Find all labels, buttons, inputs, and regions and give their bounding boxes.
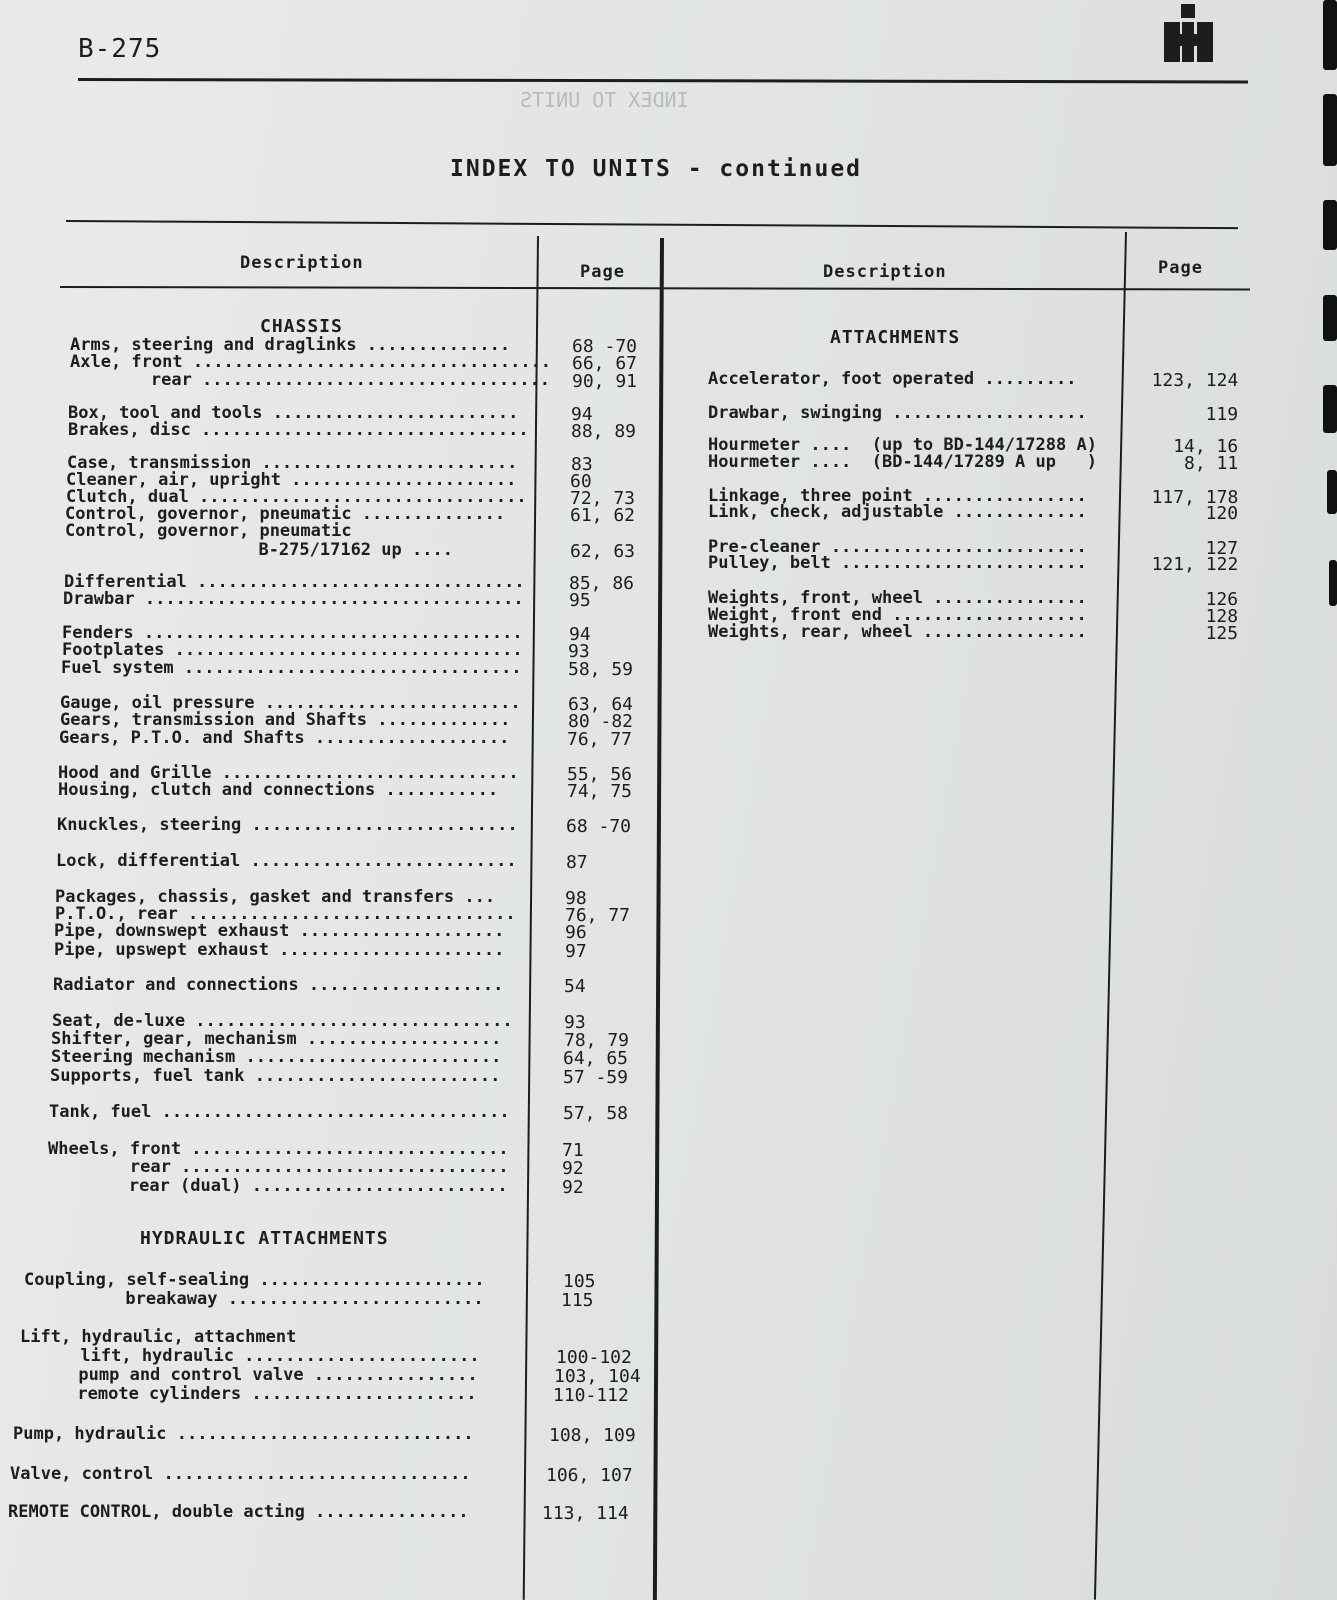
index-entry: P.T.O., rear ................................ (55, 904, 516, 924)
index-entry: Fenders ..................................... (62, 623, 523, 643)
index-page-number: 87 (566, 852, 588, 873)
index-page-number: 106, 107 (546, 1465, 633, 1486)
index-entry: Steering mechanism ......................... (51, 1047, 502, 1067)
right-page-header: Page (1158, 258, 1203, 278)
index-page-number: 58, 59 (568, 659, 634, 680)
index-entry: Housing, clutch and connections ........... (58, 780, 499, 800)
index-page-number: 105 (563, 1271, 596, 1292)
index-entry: Cleaner, air, upright ...................... (66, 470, 517, 490)
section-heading-chassis: CHASSIS (260, 316, 343, 337)
index-page-number: 62, 63 (570, 541, 636, 562)
index-entry: B-275/17162 up .... (64, 540, 453, 560)
index-page-number: 93 (568, 641, 590, 662)
index-page-number: 76, 77 (567, 729, 633, 750)
index-entry: Drawbar, swinging ................... (708, 403, 1087, 423)
index-page-number: 97 (565, 941, 587, 962)
index-entry: Coupling, self-sealing ...................... (24, 1270, 485, 1290)
index-page-number: 83 (571, 454, 593, 475)
binder-hole (1323, 94, 1337, 166)
binder-hole (1323, 295, 1337, 341)
index-page-number: 64, 65 (563, 1048, 629, 1069)
index-entry: Control, governor, pneumatic .............. (65, 504, 506, 524)
index-entry: lift, hydraulic ....................... (19, 1346, 480, 1366)
index-page-number: 110-112 (553, 1385, 629, 1406)
index-entry: rear .................................. (69, 370, 551, 390)
index-entry: Pipe, upswept exhaust ...................... (54, 940, 505, 960)
index-page-number: 60 (570, 471, 592, 492)
index-entry: Shifter, gear, mechanism ................... (51, 1029, 502, 1049)
index-page-number: 126 (1205, 589, 1239, 610)
binder-hole (1323, 200, 1337, 250)
index-entry: Hood and Grille ............................. (58, 763, 519, 783)
table-top-rule (66, 220, 1238, 229)
index-entry: Pipe, downswept exhaust .................... (54, 921, 505, 941)
index-page-number: 78, 79 (564, 1030, 630, 1051)
index-page-number: 90, 91 (572, 371, 638, 392)
index-page-number: 74, 75 (567, 781, 633, 802)
section-heading-hydraulic: HYDRAULIC ATTACHMENTS (140, 1228, 389, 1249)
index-page-number: 96 (565, 922, 587, 943)
index-entry: Hourmeter .... (up to BD-144/17288 A) (708, 435, 1097, 455)
index-entry: remote cylinders ...................... (16, 1384, 477, 1404)
index-entry: Brakes, disc ................................ (68, 420, 529, 440)
index-page-number: 94 (569, 624, 591, 645)
index-page-number: 76, 77 (565, 905, 631, 926)
index-page-number: 100-102 (556, 1347, 632, 1368)
index-page-number: 113, 114 (542, 1503, 629, 1524)
index-page-number: 119 (1205, 404, 1239, 425)
index-page-number: 88, 89 (571, 421, 637, 442)
index-page-number: 115 (561, 1290, 594, 1311)
index-page-number: 57, 58 (563, 1103, 629, 1124)
index-page-number: 128 (1205, 606, 1239, 627)
index-entry: Axle, front ................................... (70, 352, 552, 372)
ih-logo-icon (1160, 4, 1218, 62)
index-entry: Lift, hydraulic, attachment (20, 1327, 297, 1347)
center-divider (653, 238, 664, 1600)
index-page-number: 55, 56 (567, 764, 633, 785)
index-entry: Accelerator, foot operated ......... (708, 369, 1077, 389)
index-entry: Radiator and connections ................... (53, 975, 504, 995)
index-entry: Box, tool and tools ........................ (68, 403, 519, 423)
page-title: INDEX TO UNITS - continued (450, 156, 863, 182)
index-page-number: 127 (1205, 538, 1239, 559)
binder-hole (1329, 560, 1337, 606)
index-page-number: 125 (1205, 623, 1239, 644)
index-entry: Weights, front, wheel ............... (708, 588, 1087, 608)
index-entry: Fuel system ................................. (61, 658, 522, 678)
index-page-number: 93 (564, 1012, 586, 1033)
index-entry: Linkage, three point ................ (708, 486, 1087, 506)
index-page-number: 61, 62 (570, 505, 636, 526)
index-page-number: 92 (562, 1158, 584, 1179)
bleed-through: INDEX TO UNITS (520, 88, 689, 112)
left-page-header: Page (580, 262, 625, 282)
index-entry: rear ................................ (48, 1157, 509, 1177)
index-page-number: 80 -82 (568, 711, 634, 732)
index-entry: Hourmeter .... (BD-144/17289 A up ) (708, 452, 1097, 472)
index-entry: Case, transmission ......................... (67, 453, 518, 473)
index-entry: pump and control valve ................ (17, 1365, 478, 1385)
index-page-number: 14, 16 (1173, 436, 1239, 457)
index-entry: REMOTE CONTROL, double acting ............... (8, 1502, 469, 1522)
binder-hole (1323, 385, 1337, 433)
index-page-number: 92 (562, 1177, 584, 1198)
index-page-number: 72, 73 (570, 488, 636, 509)
index-entry: Drawbar ..................................... (63, 589, 524, 609)
index-entry: Seat, de-luxe ............................... (52, 1011, 513, 1031)
index-entry: Knuckles, steering .......................... (57, 815, 518, 835)
index-entry: Pre-cleaner ......................... (708, 537, 1087, 557)
table-header-rule (60, 286, 1250, 290)
index-page-number: 123, 124 (1151, 370, 1239, 391)
index-entry: Link, check, adjustable ............. (708, 502, 1087, 522)
index-page-number: 66, 67 (572, 353, 638, 374)
index-page-number: 108, 109 (549, 1425, 636, 1446)
index-page-number: 68 -70 (572, 336, 638, 357)
index-entry: Arms, steering and draglinks .............. (70, 335, 511, 355)
index-page-number: 95 (569, 590, 591, 611)
index-page-number: 68 -70 (566, 816, 632, 837)
index-page-number: 57 -59 (563, 1067, 629, 1088)
index-page-number: 121, 122 (1151, 554, 1239, 575)
right-description-header: Description (823, 262, 947, 282)
index-entry: Gears, transmission and Shafts ............. (60, 710, 511, 730)
index-entry: breakaway ......................... (23, 1289, 484, 1309)
index-page-number: 63, 64 (568, 694, 634, 715)
index-entry: Pulley, belt ........................ (708, 553, 1087, 573)
index-page-number: 98 (565, 888, 587, 909)
header-rule (78, 78, 1248, 83)
index-page-number: 8, 11 (1184, 453, 1239, 474)
binder-hole (1327, 470, 1337, 514)
index-entry: Pump, hydraulic ............................. (13, 1424, 474, 1444)
index-entry: Weight, front end ................... (708, 605, 1087, 625)
index-page-number: 71 (562, 1140, 584, 1161)
index-entry: rear (dual) ......................... (47, 1176, 508, 1196)
index-entry: Wheels, front ............................... (48, 1139, 509, 1159)
index-entry: Gauge, oil pressure ......................... (60, 693, 521, 713)
index-entry: Packages, chassis, gasket and transfers ... (55, 887, 496, 907)
index-page-number: 94 (571, 404, 593, 425)
left-description-header: Description (240, 253, 364, 273)
index-page-number: 85, 86 (569, 573, 635, 594)
index-page-number: 120 (1205, 503, 1239, 524)
index-entry: Lock, differential .......................... (56, 851, 517, 871)
index-page-number: 117, 178 (1151, 487, 1239, 508)
index-entry: Valve, control .............................. (10, 1464, 471, 1484)
document-code: B-275 (78, 34, 162, 64)
section-heading-attachments: ATTACHMENTS (830, 327, 961, 348)
index-entry: Tank, fuel .................................. (49, 1102, 510, 1122)
index-entry: Differential ................................ (64, 572, 525, 592)
index-page-number: 103, 104 (554, 1366, 641, 1387)
index-entry: Footplates .................................. (62, 640, 523, 660)
index-entry: Control, governor, pneumatic (65, 521, 352, 541)
right-page-divider (1094, 232, 1127, 1600)
left-page-divider (523, 236, 539, 1600)
index-entry: Clutch, dual ................................ (66, 487, 527, 507)
index-entry: Supports, fuel tank ........................ (50, 1066, 501, 1086)
index-page-number: 54 (564, 976, 586, 997)
binder-hole (1323, 0, 1337, 70)
index-entry: Weights, rear, wheel ................ (708, 622, 1087, 642)
index-entry: Gears, P.T.O. and Shafts ................... (59, 728, 510, 748)
